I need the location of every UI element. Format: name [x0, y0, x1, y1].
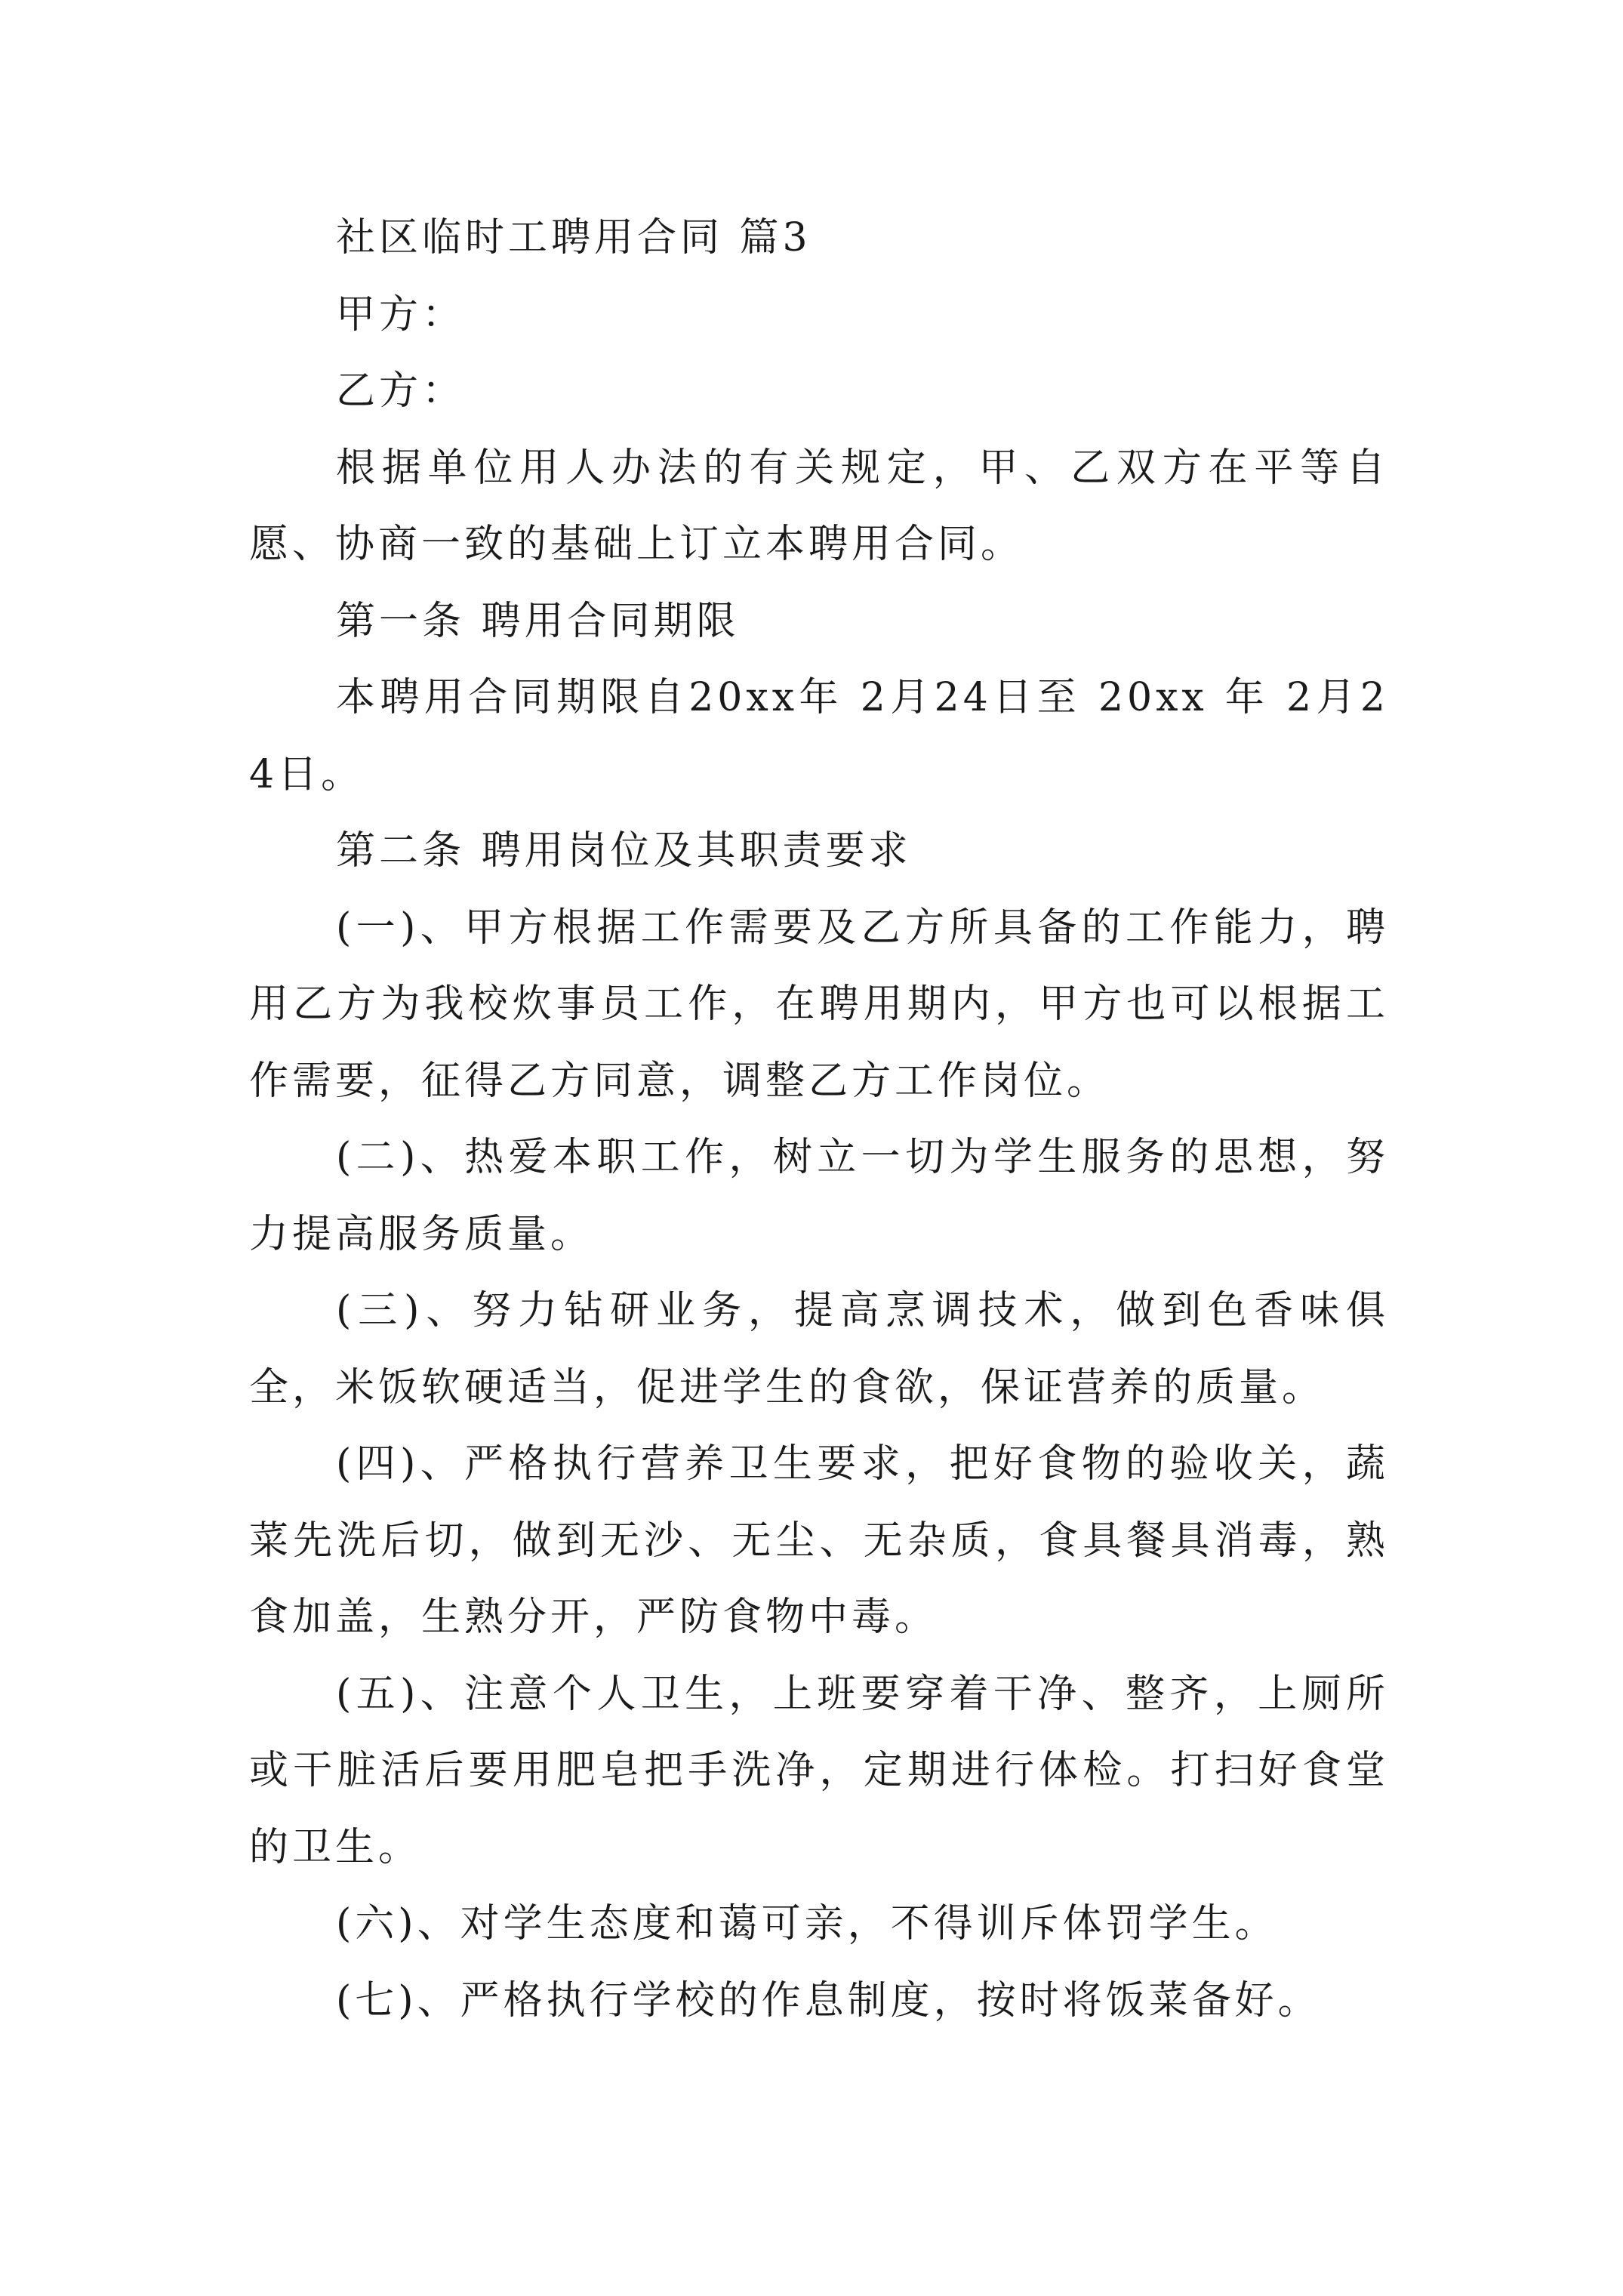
article-2-title: 第二条 聘用岗位及其职责要求	[336, 828, 912, 874]
article-1-body: 本聘用合同期限自20xx年 2月24日至 20xx 年 2月24日。	[249, 675, 1389, 797]
document-page	[249, 200, 1389, 2039]
party-b-line: 乙方：	[336, 368, 466, 414]
party-a-line: 甲方：	[336, 291, 466, 337]
document-title: 社区临时工聘用合同 篇3	[336, 215, 812, 260]
article-2-item-5: (五)、注意个人卫生，上班要穿着干净、整齐，上厕所或干脏活后要用肥皂把手洗净，定期进行体检。打扫好食堂的卫生。	[249, 1671, 1389, 1870]
article-2-item-3: (三)、努力钻研业务，提高烹调技术，做到色香味俱全，米饭软硬适当，促进学生的食欲，保证营养的质量。	[249, 1288, 1389, 1410]
article-2-item-2: (二)、热爱本职工作，树立一切为学生服务的思想，努力提高服务质量。	[249, 1135, 1389, 1257]
article-2-item-1: (一)、甲方根据工作需要及乙方所具备的工作能力，聘用乙方为我校炊事员工作，在聘用期内，甲方也可以根据工作需要，征得乙方同意，调整乙方工作岗位。	[249, 905, 1389, 1104]
intro-paragraph: 根据单位用人办法的有关规定，甲、乙双方在平等自愿、协商一致的基础上订立本聘用合同。	[249, 445, 1389, 567]
article-2-item-4: (四)、严格执行营养卫生要求，把好食物的验收关，蔬菜先洗后切，做到无沙、无尘、无杂质，食具餐具消毒，熟食加盖，生熟分开，严防食物中毒。	[249, 1441, 1389, 1640]
article-2-item-6: (六)、对学生态度和蔼可亲，不得训斥体罚学生。	[336, 1901, 1278, 1946]
article-1-title: 第一条 聘用合同期限	[336, 598, 740, 644]
article-2-item-7: (七)、严格执行学校的作息制度，按时将饭菜备好。	[336, 1977, 1321, 2023]
